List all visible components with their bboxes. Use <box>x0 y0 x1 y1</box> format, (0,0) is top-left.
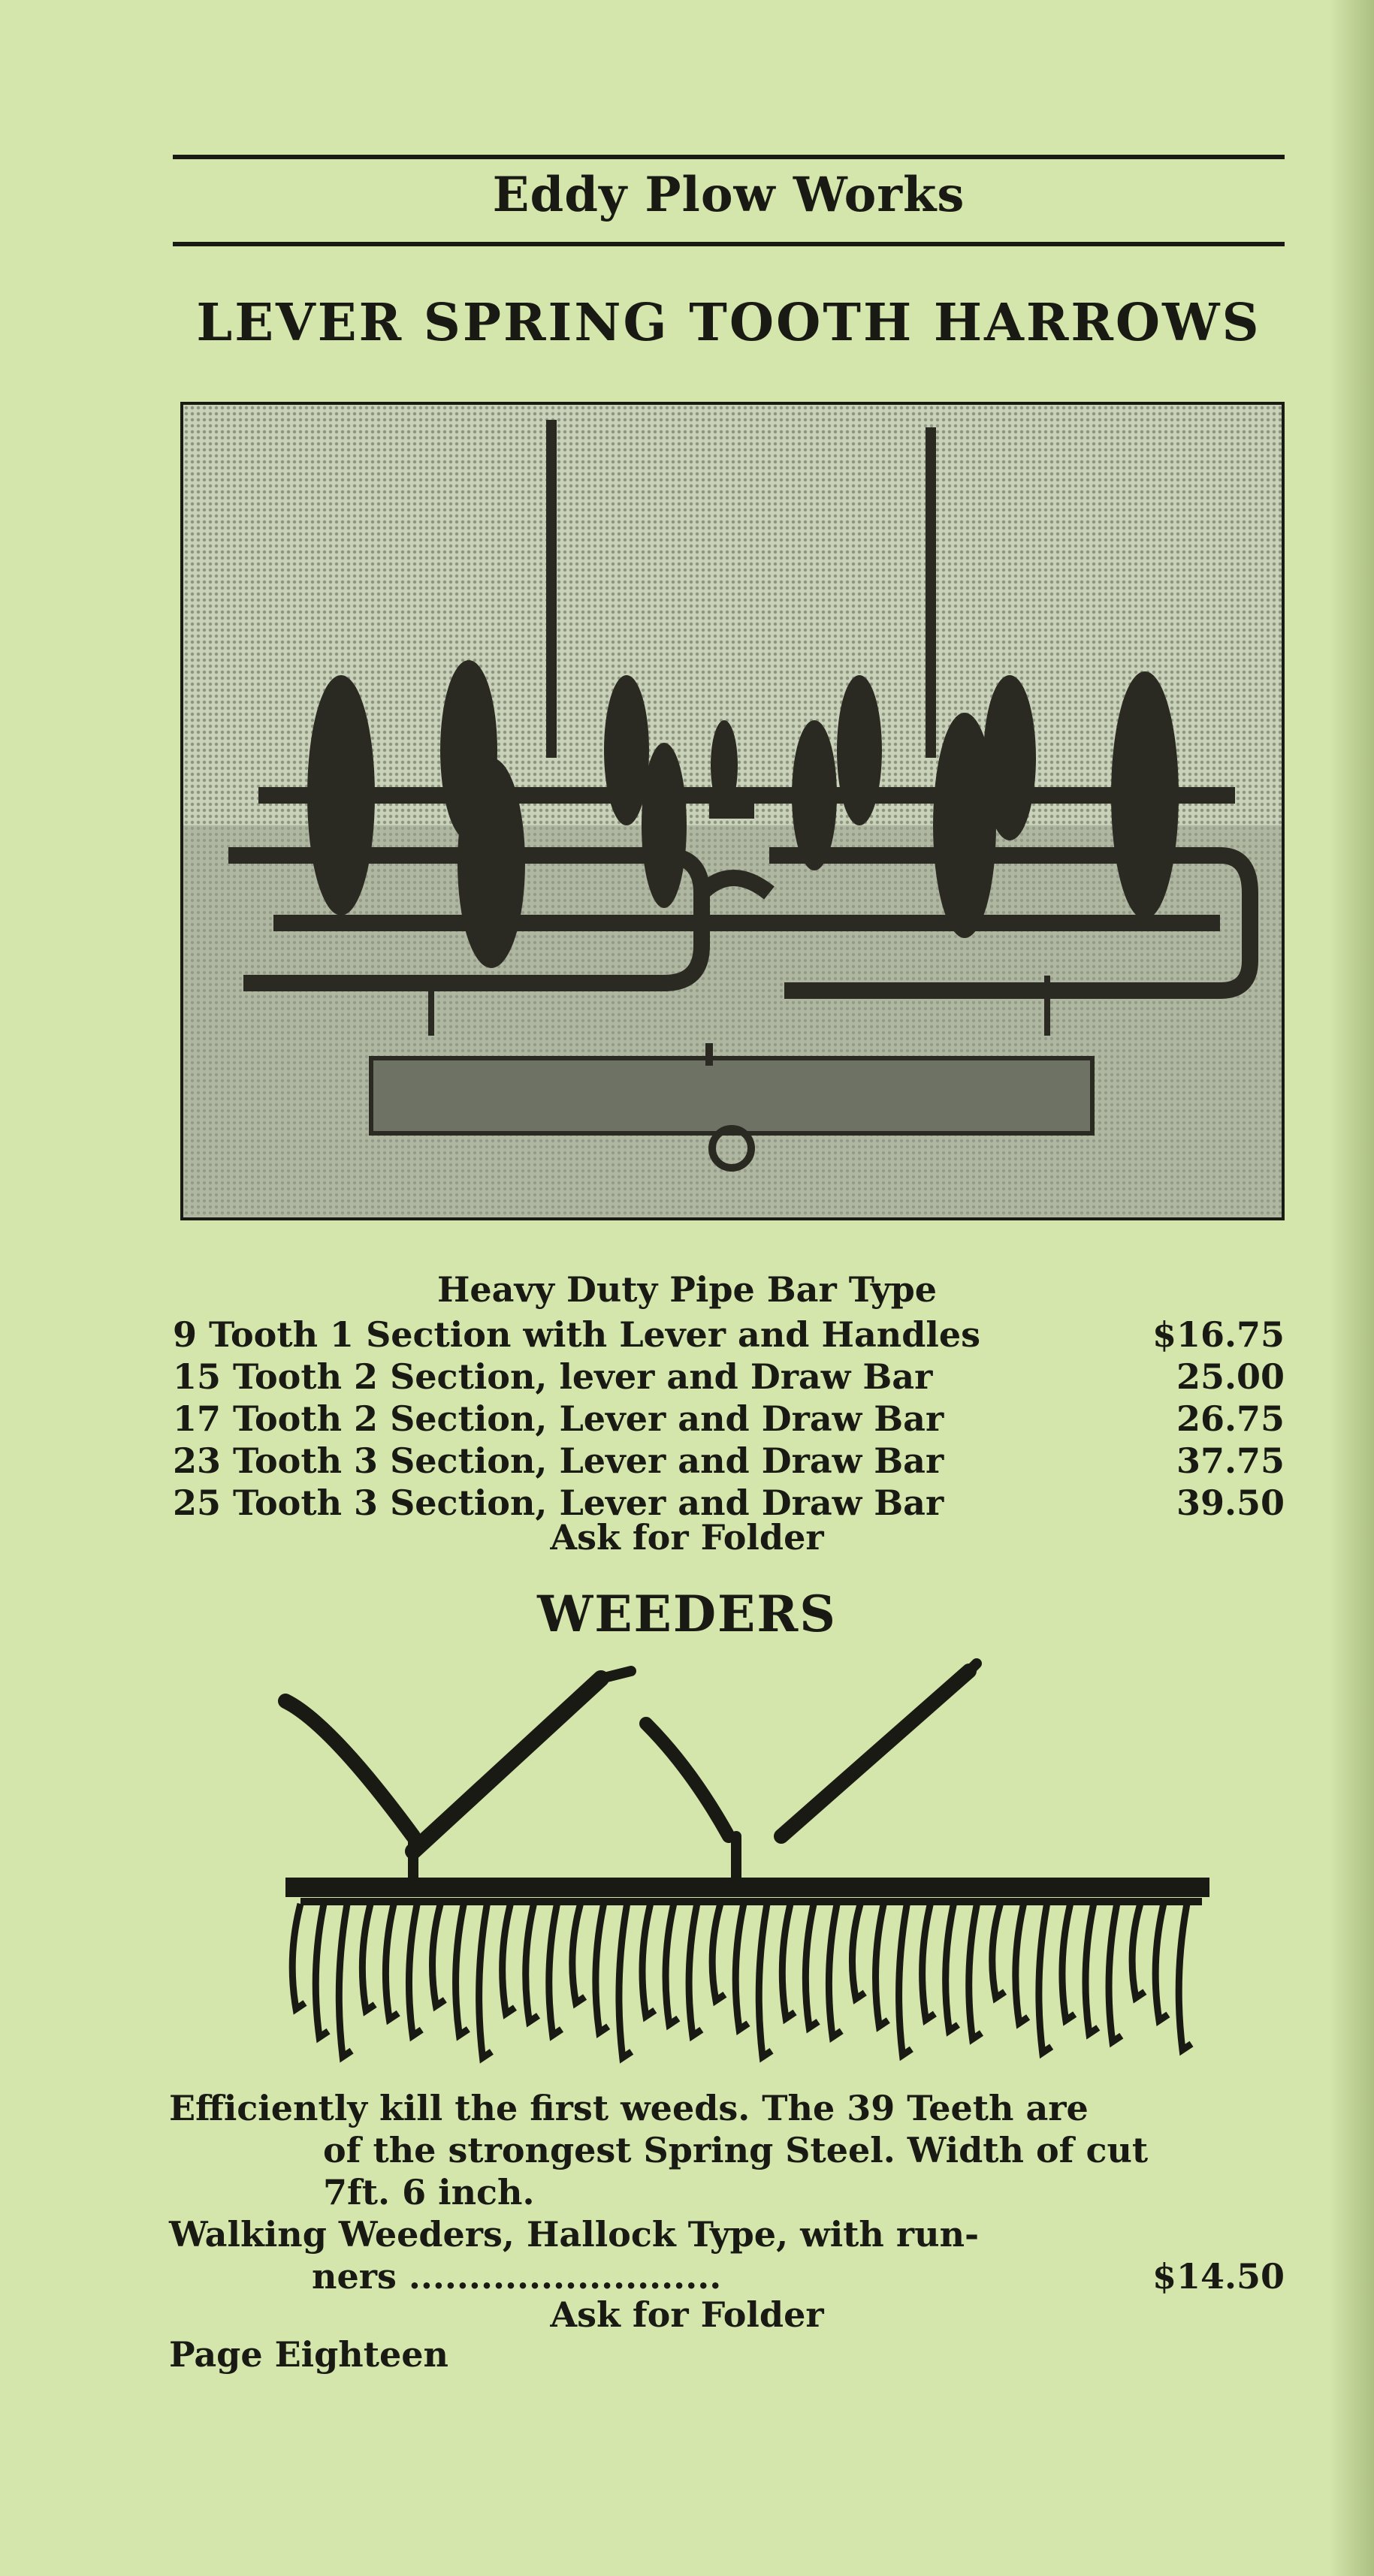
item-price: 26.75 <box>1176 1398 1285 1439</box>
weeder-tooth <box>479 1904 492 2058</box>
weeder-tooth <box>1132 1904 1145 1998</box>
company-header: Eddy Plow Works <box>492 167 965 223</box>
weeder-tooth <box>1109 1904 1122 2042</box>
weeder-tooth <box>572 1904 585 2003</box>
walking-weeders-desc: ners .......................... <box>312 2256 722 2297</box>
weeder-illustration <box>270 1656 1217 2077</box>
weeder-tooth <box>316 1904 328 2038</box>
harrows-title: LEVER SPRING TOOTH HARROWS <box>196 293 1261 353</box>
page-number: Page Eighteen <box>169 2334 448 2375</box>
weeder-tooth <box>759 1904 772 2057</box>
weeder-tooth <box>992 1904 1005 1998</box>
weeder-tooth <box>923 1904 935 2019</box>
harrow-photo <box>180 402 1285 1220</box>
item-price: 25.00 <box>1176 1356 1285 1397</box>
weeder-tooth <box>852 1904 865 1998</box>
weeders-ask-for-folder: Ask for Folder <box>550 2294 824 2335</box>
weeder-tooth <box>782 1904 795 2019</box>
weeder-tooth <box>292 1904 305 2009</box>
weeder-tooth <box>735 1904 748 2029</box>
weeder-tooth <box>712 1904 725 2001</box>
weeder-tooth <box>642 1904 655 2016</box>
header-rule-bottom <box>173 242 1285 246</box>
weeder-tooth <box>666 1904 678 2025</box>
weeder-tooth <box>362 1904 375 2010</box>
weeder-tooth <box>1179 1904 1191 2050</box>
description-line: Efficiently kill the first weeds. The 39 Teeth are <box>169 2088 1089 2128</box>
weeder-tooth <box>829 1904 841 2037</box>
weeder-tooth <box>876 1904 889 2026</box>
harrow-type-subhead: Heavy Duty Pipe Bar Type <box>436 1269 938 1310</box>
weeder-tooth <box>899 1904 912 2055</box>
description-line: 7ft. 6 inch. <box>323 2172 535 2213</box>
walking-weeders-price: $14.50 <box>1152 2256 1285 2297</box>
weeder-tooth <box>526 1904 539 2022</box>
walking-weeders-price-row <box>169 2256 1285 2298</box>
weeder-tooth <box>339 1904 352 2057</box>
weeder-tooth <box>1016 1904 1028 2023</box>
weeder-tooth <box>456 1904 469 2035</box>
item-price: $16.75 <box>1152 1314 1285 1355</box>
price-row <box>173 1356 1285 1398</box>
item-price: 39.50 <box>1176 1483 1285 1523</box>
weeder-tooth <box>549 1904 562 2035</box>
weeders-description <box>169 2088 1285 2298</box>
weeder-tooth <box>433 1904 445 2006</box>
weeder-tooth <box>1086 1904 1098 2034</box>
weeder-tooth <box>969 1904 982 2039</box>
price-row <box>173 1398 1285 1440</box>
price-row <box>173 1314 1285 1356</box>
weeder-tooth <box>409 1904 421 2036</box>
weeder-tooth <box>619 1904 632 2058</box>
header-rule-top <box>173 155 1285 159</box>
description-line: of the strongest Spring Steel. Width of cut <box>323 2130 1149 2170</box>
weeder-tooth <box>503 1904 515 2013</box>
weeder-tooth <box>946 1904 959 2031</box>
harrows-ask-for-folder: Ask for Folder <box>550 1517 824 1558</box>
weeder-tooth <box>1062 1904 1075 2020</box>
weeder-tooth <box>385 1904 398 2019</box>
walking-weeders-line: Walking Weeders, Hallock Type, with run- <box>169 2214 980 2255</box>
harrow-price-list <box>173 1314 1285 1525</box>
item-description: 25 Tooth 3 Section, Lever and Draw Bar <box>173 1483 944 1523</box>
price-row <box>173 1440 1285 1483</box>
item-description: 23 Tooth 3 Section, Lever and Draw Bar <box>173 1440 944 1481</box>
item-description: 15 Tooth 2 Section, lever and Draw Bar <box>173 1356 933 1397</box>
weeder-tooth <box>1155 1904 1168 2020</box>
weeder-tooth <box>805 1904 818 2028</box>
weeder-tooth <box>689 1904 702 2036</box>
item-description: 17 Tooth 2 Section, Lever and Draw Bar <box>173 1398 944 1439</box>
item-price: 37.75 <box>1176 1440 1285 1481</box>
weeder-tooth <box>596 1904 608 2032</box>
weeders-title: WEEDERS <box>537 1585 837 1643</box>
weeder-tooth <box>1039 1904 1052 2053</box>
item-description: 9 Tooth 1 Section with Lever and Handles <box>173 1314 981 1355</box>
